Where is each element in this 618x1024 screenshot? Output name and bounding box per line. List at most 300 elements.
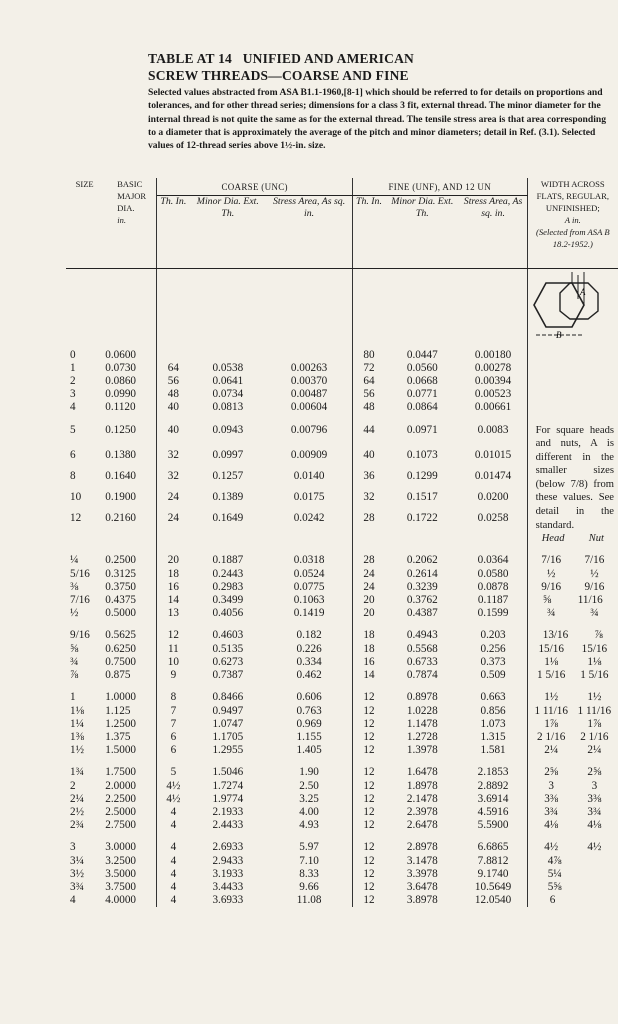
head-nut-cell [528, 731, 618, 744]
header-width-label: WIDTH ACROSS FLATS, REGULAR, UNFINISHED; [536, 179, 609, 213]
nut-width: 2¼ [587, 744, 602, 757]
cell-c-th: 32 [167, 470, 179, 483]
head-width: 7/16 [541, 554, 562, 567]
cell-size: 6 [70, 449, 76, 462]
cell-c-area: 0.0775 [266, 581, 352, 594]
head-nut-labels [528, 532, 618, 545]
table-row [66, 780, 618, 793]
table-row [66, 855, 618, 868]
nut-width: 1 11/16 [577, 704, 612, 717]
cell-c-area: 0.182 [266, 620, 352, 642]
cell-c-area: 9.66 [266, 881, 352, 894]
head-width: 13/16 [542, 629, 569, 642]
head-nut-cell [528, 581, 618, 594]
nut-width: ⅞ [594, 629, 603, 642]
cell-c-th: 20 [167, 554, 179, 567]
head-nut-cell [528, 855, 618, 868]
cell-c-th: 5 [170, 766, 177, 779]
cell-c-th: 7 [170, 704, 177, 717]
nut-width: 3⅜ [587, 792, 602, 805]
cell-c-minor: 0.1389 [212, 490, 244, 503]
head-width: 4½ [544, 841, 559, 854]
cell-f-minor: 0.0560 [406, 361, 438, 374]
cell-f-area: 0.00180 [460, 347, 528, 362]
cell-size: ⅝ [70, 642, 79, 655]
cell-f-minor: 1.2728 [406, 730, 438, 743]
cell-c-minor: 2.9433 [212, 854, 244, 867]
cell-major: 1.5000 [103, 744, 157, 757]
head-width: 3¾ [544, 805, 559, 818]
cell-c-area: 0.00604 [266, 401, 352, 414]
head-nut-cell [528, 705, 618, 718]
nut-width: 3 [591, 779, 598, 792]
cell-c-th [157, 347, 190, 362]
cell-f-minor: 2.6478 [406, 819, 438, 832]
cell-f-th: 12 [363, 717, 375, 730]
table-row [66, 568, 618, 581]
cell-size: 5/16 [70, 567, 90, 580]
cell-f-area: 1.581 [460, 744, 528, 757]
cell-size: 3¼ [70, 854, 84, 867]
table-row [66, 620, 618, 642]
cell-f-area: 0.01474 [460, 470, 528, 491]
table-row [66, 682, 618, 704]
cell-c-minor: 0.7387 [212, 669, 244, 682]
cell-f-minor: 2.1478 [406, 792, 438, 805]
head-width: ¾ [547, 607, 556, 620]
cell-c-th: 64 [167, 361, 179, 374]
cell-f-minor: 0.0864 [406, 401, 438, 414]
cell-c-area: 2.50 [266, 780, 352, 793]
cell-c-th: 6 [170, 730, 177, 743]
cell-f-minor: 0.2062 [406, 554, 438, 567]
cell-size: 7/16 [70, 594, 90, 607]
cell-major: 0.0990 [103, 388, 157, 401]
head-nut-cell [528, 669, 618, 682]
head-width: 1 11/16 [534, 704, 568, 717]
table-row [66, 545, 618, 567]
cell-f-area: 0.00661 [460, 401, 528, 414]
cell-f-area: 10.5649 [460, 881, 528, 894]
cell-size: 2½ [70, 805, 84, 818]
cell-c-area: 3.25 [266, 793, 352, 806]
cell-c-minor: 3.6933 [212, 894, 244, 907]
nut-width: 7/16 [584, 554, 605, 567]
cell-c-area: 0.00263 [266, 362, 352, 375]
cell-c-th: 4 [170, 819, 177, 832]
cell-c-minor: 1.9774 [212, 792, 244, 805]
cell-f-area: 0.1187 [460, 594, 528, 607]
cell-major: 0.5000 [103, 607, 157, 620]
nut-width: ¾ [590, 607, 599, 620]
square-heads-note: For square heads and nuts, A is different in the smaller sizes (below 7/8) from these values. See detail in the standard. [535, 424, 614, 531]
nut-width: 1 5/16 [580, 669, 609, 682]
cell-size: 1 [70, 361, 76, 374]
head-width: 3⅜ [544, 792, 559, 805]
cell-f-th: 12 [363, 894, 375, 907]
head-nut-cell [528, 620, 618, 642]
cell-c-area: 0.00487 [266, 388, 352, 401]
cell-f-area: 4.5916 [460, 806, 528, 819]
cell-major: 0.2500 [103, 545, 157, 567]
header-basic-major-label: BASIC MAJOR DIA. [117, 179, 147, 213]
cell-size: ⅜ [70, 580, 79, 593]
cell-f-minor: 3.1478 [406, 854, 438, 867]
cell-size: 2¼ [70, 792, 84, 805]
cell-f-area: 1.073 [460, 718, 528, 731]
cell-c-minor: 0.4056 [212, 607, 244, 620]
cell-size: 10 [70, 490, 82, 503]
cell-size: 2 [70, 779, 76, 792]
cell-f-minor: 3.3978 [406, 867, 438, 880]
cell-f-th: 12 [363, 841, 375, 854]
cell-f-th: 32 [363, 490, 375, 503]
cell-c-area: 4.00 [266, 806, 352, 819]
cell-major: 2.2500 [103, 793, 157, 806]
cell-major: 1.2500 [103, 718, 157, 731]
cell-size: 1¼ [70, 717, 84, 730]
cell-f-minor: 0.8978 [406, 691, 438, 704]
cell-c-th: 24 [167, 511, 179, 524]
cell-f-area: 0.00278 [460, 362, 528, 375]
cell-c-minor: 0.0641 [212, 374, 244, 387]
cell-f-minor: 2.3978 [406, 805, 438, 818]
cell-major: 1.0000 [103, 682, 157, 704]
cell-size: 2¾ [70, 819, 84, 832]
bolt-diagram-cell [527, 269, 618, 347]
cell-f-th: 48 [363, 401, 375, 414]
cell-f-th: 24 [363, 567, 375, 580]
nut-width: 1⅞ [587, 717, 602, 730]
head-nut-cell [528, 894, 618, 907]
cell-f-minor: 0.6733 [406, 655, 438, 668]
cell-f-area: 5.5900 [460, 819, 528, 832]
title-line-2: SCREW THREADS—COARSE AND FINE [148, 68, 409, 83]
cell-major: 0.5625 [103, 620, 157, 642]
cell-f-th: 16 [363, 655, 375, 668]
cell-c-area: 8.33 [266, 868, 352, 881]
cell-f-area: 0.0878 [460, 581, 528, 594]
head-width: 1⅞ [544, 717, 559, 730]
table-row [66, 894, 618, 907]
cell-c-minor: 0.1257 [212, 470, 244, 483]
cell-c-minor: 0.0997 [212, 449, 244, 462]
cell-f-th: 64 [363, 374, 375, 387]
table-row [66, 581, 618, 594]
header-basic-major-unit: in. [117, 215, 126, 225]
cell-c-th: 18 [167, 567, 179, 580]
cell-c-area: 1.405 [266, 744, 352, 757]
cell-f-th: 24 [363, 580, 375, 593]
head-width: 3 [548, 779, 554, 792]
table-row [66, 868, 618, 881]
cell-c-area: 0.0175 [266, 491, 352, 512]
cell-major: 0.1120 [103, 401, 157, 414]
table-row [66, 757, 618, 779]
cell-c-th: 9 [170, 669, 177, 682]
header-basic-major [103, 178, 157, 269]
cell-f-minor: 2.8978 [406, 841, 438, 854]
cell-c-th: 13 [167, 607, 179, 620]
cell-c-minor: 2.6933 [212, 841, 244, 854]
head-width: 4⅞ [547, 854, 562, 867]
cell-f-th: 56 [363, 388, 375, 401]
cell-c-area: 0.763 [266, 705, 352, 718]
cell-c-th: 4½ [166, 779, 181, 792]
table-row [66, 669, 618, 682]
cell-f-area: 2.8892 [460, 780, 528, 793]
cell-f-area: 0.1599 [460, 607, 528, 620]
cell-c-th: 40 [167, 401, 179, 414]
cell-f-th: 12 [363, 819, 375, 832]
cell-f-minor: 0.1722 [406, 511, 438, 524]
table-row [66, 401, 618, 414]
cell-c-th: 6 [170, 744, 177, 757]
header-coarse-th: Th. In. [157, 196, 190, 269]
cell-f-area: 12.0540 [460, 894, 528, 907]
cell-f-area: 0.256 [460, 643, 528, 656]
table-row [66, 388, 618, 401]
cell-f-area: 2.1853 [460, 757, 528, 779]
cell-f-area: 1.315 [460, 731, 528, 744]
cell-c-area: 5.97 [266, 832, 352, 854]
cell-major: 0.1250 [103, 415, 157, 450]
cell-c-minor: 0.4603 [212, 629, 244, 642]
head-nut-cell [528, 718, 618, 731]
head-nut-cell [528, 744, 618, 757]
cell-f-th: 20 [363, 594, 375, 607]
cell-major: 3.5000 [103, 868, 157, 881]
cell-major: 0.875 [103, 669, 157, 682]
table-row [66, 362, 618, 375]
cell-size: 1⅛ [70, 704, 84, 717]
cell-c-minor: 1.1705 [212, 730, 244, 743]
table-description: Selected values abstracted from ASA B1.1-1960,[8-1] which should be referred to for details on proportions and tolerances, and for other thread series; dimensions for a class 3 fit, external thread. The minor diameter for the internal thread is not quite the same as for the external thread. The tensile stress area is that area corresponding to a diameter that is approximately the average of the pitch and minor diameters; detail in Ref. (3.1). Selected values of 12-thread series above 1½-in. size. [148, 87, 606, 152]
head-width: 9/16 [541, 580, 562, 593]
cell-c-th: 12 [167, 629, 179, 642]
table-row [66, 793, 618, 806]
nut-width: 3¾ [587, 805, 602, 818]
cell-f-th: 18 [363, 642, 375, 655]
cell-c-minor: 2.1933 [212, 805, 244, 818]
cell-c-minor: 0.6273 [212, 655, 244, 668]
cell-f-minor: 0.0771 [406, 388, 438, 401]
cell-size: ¾ [70, 655, 79, 668]
cell-f-th: 12 [363, 779, 375, 792]
cell-f-area: 0.0364 [460, 545, 528, 567]
cell-size: 1⅜ [70, 730, 84, 743]
cell-f-th: 12 [363, 792, 375, 805]
cell-f-area: 0.00523 [460, 388, 528, 401]
cell-f-th: 72 [363, 361, 375, 374]
cell-f-minor: 1.3978 [406, 744, 438, 757]
head-nut-cell [528, 594, 618, 607]
head-nut-cell [528, 780, 618, 793]
head-width: 1 5/16 [537, 669, 566, 682]
cell-c-area [266, 347, 352, 362]
cell-c-area: 0.00370 [266, 375, 352, 388]
head-label: Head [541, 533, 565, 545]
cell-major: 1.375 [103, 731, 157, 744]
head-width: 4⅛ [544, 819, 559, 832]
cell-f-minor: 0.5568 [406, 642, 438, 655]
cell-major: 0.0730 [103, 362, 157, 375]
cell-f-area: 3.6914 [460, 793, 528, 806]
nut-label: Nut [588, 533, 604, 545]
head-nut-cell [528, 806, 618, 819]
cell-f-minor: 1.8978 [406, 779, 438, 792]
cell-c-area: 0.0524 [266, 568, 352, 581]
cell-size: 5 [70, 423, 76, 436]
cell-f-minor: 0.4943 [406, 629, 438, 642]
cell-major: 0.1900 [103, 491, 157, 512]
cell-f-th: 12 [363, 854, 375, 867]
cell-c-minor: 1.2955 [212, 744, 244, 757]
table-row [66, 832, 618, 854]
cell-f-area: 0.0083 [460, 415, 528, 450]
cell-size: 1¾ [70, 766, 84, 779]
nut-width: 1⅛ [587, 655, 602, 668]
cell-major: 0.4375 [103, 594, 157, 607]
cell-f-area: 0.00394 [460, 375, 528, 388]
cell-c-th: 10 [167, 655, 179, 668]
cell-c-th: 32 [167, 449, 179, 462]
cell-major: 0.3125 [103, 568, 157, 581]
cell-c-th: 4 [170, 854, 177, 867]
cell-f-th: 20 [363, 607, 375, 620]
cell-f-minor: 1.0228 [406, 704, 438, 717]
head-width: 1½ [544, 691, 559, 704]
cell-f-th: 18 [363, 629, 375, 642]
table-row [66, 594, 618, 607]
cell-f-th: 40 [363, 449, 375, 462]
cell-f-th: 12 [363, 730, 375, 743]
cell-c-minor: 2.4433 [212, 819, 244, 832]
cell-size: 4 [70, 401, 76, 414]
header-coarse-minor: Minor Dia. Ext. Th. [189, 196, 266, 269]
nut-width: 2 1/16 [580, 730, 609, 743]
cell-major: 0.3750 [103, 581, 157, 594]
head-width: 2 1/16 [537, 730, 566, 743]
cell-c-area: 0.226 [266, 643, 352, 656]
table-row [66, 705, 618, 718]
cell-major: 2.7500 [103, 819, 157, 832]
cell-size: ⅞ [70, 669, 79, 682]
header-fine-group: FINE (UNF), AND 12 UN [352, 178, 527, 196]
cell-c-th: 8 [170, 691, 177, 704]
head-nut-cell [528, 545, 618, 567]
cell-size: 0 [70, 348, 76, 361]
cell-c-th: 48 [167, 388, 179, 401]
cell-f-minor: 0.0971 [406, 423, 438, 436]
cell-c-area: 0.00796 [266, 415, 352, 450]
cell-f-th: 12 [363, 704, 375, 717]
cell-c-area: 0.0242 [266, 512, 352, 533]
header-width-a: A in. [564, 215, 581, 225]
cell-c-area: 4.93 [266, 819, 352, 832]
table-row [66, 718, 618, 731]
nut-width: 1½ [587, 691, 602, 704]
cell-f-minor: 1.6478 [406, 766, 438, 779]
head-nut-cell [528, 607, 618, 620]
cell-c-minor: 3.1933 [212, 867, 244, 880]
cell-c-th: 4 [170, 894, 177, 907]
cell-f-area: 0.509 [460, 669, 528, 682]
cell-c-minor: 1.5046 [212, 766, 244, 779]
cell-c-th: 24 [167, 490, 179, 503]
cell-f-minor: 0.0447 [406, 348, 438, 361]
cell-major: 0.7500 [103, 656, 157, 669]
cell-c-area: 7.10 [266, 855, 352, 868]
cell-f-area: 9.1740 [460, 868, 528, 881]
table-row [66, 375, 618, 388]
cell-c-minor: 0.1649 [212, 511, 244, 524]
cell-size: 8 [70, 470, 76, 483]
cell-c-minor: 0.0813 [212, 401, 244, 414]
cell-f-minor: 0.1299 [406, 470, 438, 483]
cell-c-area: 0.0140 [266, 470, 352, 491]
cell-c-area: 1.155 [266, 731, 352, 744]
header-fine-th: Th. In. [352, 196, 385, 269]
cell-c-area: 0.0318 [266, 545, 352, 567]
cell-c-minor: 1.7274 [212, 779, 244, 792]
head-nut-cell [528, 757, 618, 779]
cell-f-th: 28 [363, 511, 375, 524]
table-row [66, 347, 618, 362]
cell-c-minor: 0.2983 [212, 580, 244, 593]
thread-table [66, 178, 618, 907]
head-width: 5¼ [547, 867, 562, 880]
cell-major: 2.0000 [103, 780, 157, 793]
header-width-selected: (Selected from ASA B 18.2-1952.) [536, 227, 610, 249]
cell-major: 3.7500 [103, 881, 157, 894]
cell-c-th: 4 [170, 880, 177, 893]
cell-c-minor [189, 347, 266, 362]
cell-c-minor: 0.8466 [212, 691, 244, 704]
title-line-1: UNIFIED AND AMERICAN [242, 51, 414, 66]
cell-c-th: 4 [170, 867, 177, 880]
head-nut-cell [528, 832, 618, 854]
nut-width: 2⅝ [587, 766, 602, 779]
head-width: 5⅝ [547, 880, 562, 893]
cell-size: 4 [70, 894, 76, 907]
cell-c-minor: 0.9497 [212, 704, 244, 717]
cell-c-area: 0.1063 [266, 594, 352, 607]
head-nut-cell [528, 819, 618, 832]
table-row [66, 806, 618, 819]
cell-c-area: 1.90 [266, 757, 352, 779]
cell-size: 3¾ [70, 880, 84, 893]
cell-c-th: 56 [167, 374, 179, 387]
cell-c-th: 14 [167, 594, 179, 607]
cell-size: 3½ [70, 867, 84, 880]
cell-size: ¼ [70, 554, 79, 567]
cell-f-th: 12 [363, 691, 375, 704]
cell-f-th: 12 [363, 744, 375, 757]
cell-c-minor: 0.0943 [212, 423, 244, 436]
table-row [66, 643, 618, 656]
table-title [148, 50, 610, 84]
cell-f-area: 0.203 [460, 620, 528, 642]
cell-f-minor: 0.2614 [406, 567, 438, 580]
cell-size: 2 [70, 374, 76, 387]
cell-f-th: 12 [363, 880, 375, 893]
cell-c-th: 11 [167, 642, 179, 655]
cell-c-area: 0.969 [266, 718, 352, 731]
head-nut-cell [528, 568, 618, 581]
cell-c-minor: 1.0747 [212, 717, 244, 730]
nut-width: 9/16 [584, 580, 605, 593]
